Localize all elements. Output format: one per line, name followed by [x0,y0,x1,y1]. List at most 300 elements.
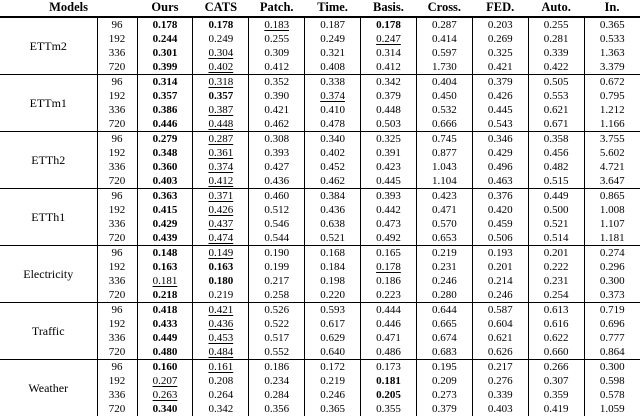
metric-cell [193,260,249,274]
best-value: 0.433 [152,318,178,330]
metric-cell [305,117,361,132]
metric-cell [528,402,584,416]
value: 0.246 [320,389,345,401]
value: 0.173 [376,361,401,373]
metric-cell [193,231,249,246]
metric-cell [528,374,584,388]
value: 0.325 [487,47,513,59]
metric-cell [416,46,472,60]
metric-cell [361,160,417,174]
value: 0.422 [543,61,569,73]
metric-cell [249,317,305,331]
horizon-cell: 96 [97,75,137,90]
metric-cell [472,160,528,174]
value: 0.414 [431,33,457,45]
metric-cell [528,231,584,246]
metric-cell [528,60,584,75]
metric-cell [584,46,640,60]
metric-cell [137,46,193,60]
value: 0.626 [487,346,513,358]
metric-cell [416,174,472,189]
value: 1.166 [599,118,625,130]
metric-cell [193,89,249,103]
metric-cell [137,146,193,160]
metric-cell [528,217,584,231]
metric-cell [472,103,528,117]
second-best-value: 0.263 [152,389,178,401]
table-row [0,189,640,204]
horizon-cell: 336 [97,274,137,288]
metric-cell [528,32,584,46]
value: 0.287 [431,19,457,31]
metric-cell [249,360,305,375]
value: 0.660 [543,346,569,358]
value: 0.296 [599,261,625,273]
value: 0.587 [487,304,513,316]
best-value: 0.480 [152,346,178,358]
metric-cell [584,331,640,345]
metric-cell [137,17,193,32]
value: 1.363 [599,47,625,59]
second-best-value: 0.387 [208,104,234,116]
value: 0.325 [376,133,401,145]
metric-cell [193,331,249,345]
value: 0.505 [543,76,569,88]
best-value: 0.178 [208,19,234,31]
best-value: 0.160 [152,361,178,373]
metric-cell [528,189,584,204]
dataset-label: Weather [0,360,97,416]
metric-cell [137,189,193,204]
metric-cell [416,32,472,46]
value: 0.506 [487,232,513,244]
metric-cell [137,103,193,117]
metric-cell [472,374,528,388]
value: 0.379 [487,76,513,88]
metric-cell [584,89,640,103]
value: 0.445 [487,104,513,116]
value: 0.403 [487,403,513,415]
best-value: 0.363 [152,190,178,202]
metric-cell [416,288,472,303]
metric-cell [193,360,249,375]
value: 0.865 [599,190,625,202]
table-row [0,75,640,90]
metric-cell [249,189,305,204]
value: 0.190 [264,247,290,259]
value: 0.186 [264,361,290,373]
metric-cell [361,360,417,375]
second-best-value: 0.484 [208,346,234,358]
value: 0.255 [264,33,290,45]
metric-cell [249,402,305,416]
value: 0.201 [487,261,513,273]
metric-cell [416,331,472,345]
metric-cell [305,46,361,60]
value: 0.276 [487,375,513,387]
dataset-label: ETTh2 [0,132,97,189]
metric-cell [193,402,249,416]
value: 0.696 [599,318,625,330]
second-best-value: 0.207 [152,375,178,387]
metric-cell [361,60,417,75]
metric-cell [584,203,640,217]
value: 0.526 [264,304,290,316]
metric-cell [416,388,472,402]
value: 0.546 [264,218,290,230]
dataset-label: ETTm2 [0,17,97,75]
value: 0.515 [543,175,569,187]
metric-cell [472,132,528,147]
value: 0.220 [320,289,345,301]
metric-cell [472,217,528,231]
value: 0.199 [264,261,290,273]
value: 0.373 [599,289,625,301]
value: 4.721 [599,161,625,173]
second-best-value: 0.437 [208,218,234,230]
value: 0.512 [264,204,290,216]
metric-cell [137,89,193,103]
metric-cell [528,146,584,160]
metric-cell [249,274,305,288]
metric-cell [528,331,584,345]
metric-cell [193,60,249,75]
metric-cell [472,189,528,204]
value: 0.683 [431,346,457,358]
metric-cell [416,89,472,103]
metric-cell [137,231,193,246]
metric-cell [137,374,193,388]
metric-cell [137,217,193,231]
second-best-value: 0.247 [376,33,401,45]
value: 0.203 [487,19,513,31]
metric-cell [361,117,417,132]
metric-cell [472,388,528,402]
metric-cell [472,402,528,416]
value: 0.521 [320,232,345,244]
value: 0.342 [208,403,234,415]
value: 0.478 [320,118,345,130]
value: 3.647 [599,175,625,187]
metric-cell [472,345,528,360]
value: 0.358 [543,133,569,145]
metric-cell [584,374,640,388]
metric-cell [584,360,640,375]
metric-cell [472,274,528,288]
second-best-value: 0.402 [208,61,234,73]
metric-cell [584,231,640,246]
metric-cell [416,160,472,174]
metric-cell [137,60,193,75]
metric-cell [193,174,249,189]
value: 0.246 [431,275,457,287]
metric-cell [305,345,361,360]
value: 0.249 [320,33,345,45]
metric-cell [416,203,472,217]
metric-cell [472,32,528,46]
value: 0.672 [599,76,625,88]
value: 0.517 [264,332,290,344]
best-value: 0.348 [152,147,178,159]
value: 1.730 [431,61,457,73]
metric-cell [584,246,640,261]
metric-cell [584,345,640,360]
header-row [0,0,640,17]
value: 0.420 [487,204,513,216]
value: 0.254 [543,289,569,301]
value: 0.471 [431,204,457,216]
metric-cell [416,260,472,274]
horizon-cell: 720 [97,117,137,132]
value: 0.665 [431,318,457,330]
metric-cell [416,132,472,147]
value: 0.219 [320,375,345,387]
value: 0.674 [431,332,457,344]
metric-cell [249,288,305,303]
value: 0.462 [264,118,290,130]
metric-cell [193,189,249,204]
metric-cell [305,146,361,160]
metric-cell [193,46,249,60]
metric-cell [361,132,417,147]
value: 0.653 [431,232,457,244]
best-value: 0.357 [208,90,234,102]
metric-cell [472,146,528,160]
metric-cell [193,388,249,402]
metric-cell [416,60,472,75]
value: 0.222 [543,261,569,273]
metric-cell [305,60,361,75]
value: 0.544 [264,232,290,244]
metric-cell [472,317,528,331]
second-best-value: 0.426 [208,204,234,216]
metric-cell [361,317,417,331]
best-value: 0.178 [376,19,401,31]
horizon-cell: 336 [97,217,137,231]
best-value: 0.301 [152,47,178,59]
second-best-value: 0.161 [208,361,234,373]
dataset-label: ETTm1 [0,75,97,132]
metric-cell [584,388,640,402]
value: 0.442 [376,204,401,216]
second-best-value: 0.436 [208,318,234,330]
metric-cell [361,274,417,288]
metric-cell [361,331,417,345]
metric-cell [528,75,584,90]
value: 0.393 [264,147,290,159]
value: 0.365 [599,19,625,31]
value: 1.104 [431,175,457,187]
value: 0.444 [376,304,401,316]
value: 0.379 [376,90,401,102]
value: 0.208 [208,375,234,387]
models-column-header: Models [0,0,137,17]
metric-cell [416,360,472,375]
metric-cell [137,75,193,90]
value: 0.246 [487,289,513,301]
second-best-value: 0.374 [208,161,234,173]
value: 0.234 [264,375,290,387]
value: 0.186 [376,275,401,287]
best-value: 0.205 [376,389,401,401]
horizon-cell: 720 [97,345,137,360]
value: 0.308 [264,133,290,145]
value: 0.777 [599,332,625,344]
metric-cell [137,303,193,318]
best-value: 0.218 [152,289,178,301]
metric-cell [305,32,361,46]
metric-cell [305,274,361,288]
value: 0.274 [599,247,625,259]
column-header-cats: CATS [193,0,249,17]
metric-cell [305,103,361,117]
metric-cell [528,317,584,331]
metric-cell [472,17,528,32]
metric-cell [305,203,361,217]
value: 0.339 [487,389,513,401]
column-header-cross: Cross. [416,0,472,17]
column-header-ours: Ours [137,0,193,17]
column-header-auto: Auto. [528,0,584,17]
value: 0.187 [320,19,345,31]
metric-cell [584,174,640,189]
metric-cell [193,303,249,318]
metric-cell [361,189,417,204]
value: 0.352 [264,76,290,88]
value: 0.613 [543,304,569,316]
value: 0.193 [487,247,513,259]
metric-cell [584,132,640,147]
value: 0.543 [487,118,513,130]
value: 0.219 [431,247,457,259]
metric-cell [193,146,249,160]
metric-cell [305,231,361,246]
metric-cell [193,317,249,331]
second-best-value: 0.287 [208,133,234,145]
metric-cell [528,360,584,375]
best-value: 0.178 [152,19,178,31]
metric-cell [416,231,472,246]
best-value: 0.418 [152,304,178,316]
metric-cell [472,60,528,75]
metric-cell [416,217,472,231]
metric-cell [305,246,361,261]
metric-cell [193,75,249,90]
metric-cell [361,75,417,90]
horizon-cell: 336 [97,388,137,402]
metric-cell [137,203,193,217]
metric-cell [584,260,640,274]
metric-cell [472,246,528,261]
value: 0.391 [376,147,401,159]
value: 0.284 [264,389,290,401]
value: 1.043 [431,161,457,173]
value: 0.427 [264,161,290,173]
metric-cell [305,75,361,90]
horizon-cell: 720 [97,60,137,75]
horizon-cell: 96 [97,189,137,204]
best-value: 0.148 [152,247,178,259]
value: 0.307 [543,375,569,387]
metric-cell [249,103,305,117]
value: 0.384 [320,190,345,202]
value: 0.309 [264,47,290,59]
metric-cell [193,217,249,231]
metric-cell [137,288,193,303]
metric-cell [249,374,305,388]
value: 0.533 [599,33,625,45]
value: 0.604 [487,318,513,330]
metric-cell [528,303,584,318]
second-best-value: 0.178 [376,261,401,273]
metric-cell [472,174,528,189]
value: 0.340 [320,133,345,145]
metric-cell [249,46,305,60]
value: 3.755 [599,133,625,145]
value: 0.459 [487,218,513,230]
value: 0.473 [376,218,401,230]
best-value: 0.314 [152,76,178,88]
best-value: 0.415 [152,204,178,216]
metric-cell [584,117,640,132]
value: 0.376 [487,190,513,202]
best-value: 0.399 [152,61,178,73]
second-best-value: 0.181 [152,275,178,287]
value: 0.570 [431,218,457,230]
second-best-value: 0.453 [208,332,234,344]
horizon-cell: 192 [97,203,137,217]
best-value: 0.279 [152,133,178,145]
value: 0.209 [431,375,457,387]
value: 0.622 [543,332,569,344]
value: 0.219 [208,289,234,301]
value: 0.644 [431,304,457,316]
value: 0.496 [487,161,513,173]
value: 0.553 [543,90,569,102]
value: 1.008 [599,204,625,216]
best-value: 0.340 [152,403,178,415]
value: 0.356 [264,403,290,415]
metric-cell [361,231,417,246]
metric-cell [472,75,528,90]
metric-cell [193,160,249,174]
value: 0.365 [320,403,345,415]
value: 0.390 [264,90,290,102]
value: 0.249 [208,33,234,45]
metric-cell [249,89,305,103]
metric-cell [584,274,640,288]
metric-cell [249,303,305,318]
best-value: 0.181 [376,375,401,387]
metric-cell [584,32,640,46]
horizon-cell: 192 [97,374,137,388]
metric-cell [584,60,640,75]
metric-cell [249,32,305,46]
value: 0.864 [599,346,625,358]
horizon-cell: 96 [97,360,137,375]
metric-cell [361,388,417,402]
metric-cell [137,360,193,375]
metric-cell [528,174,584,189]
table-row [0,303,640,318]
value: 0.266 [543,361,569,373]
value: 0.503 [376,118,401,130]
second-best-value: 0.412 [208,175,234,187]
best-value: 0.449 [152,332,178,344]
metric-cell [249,345,305,360]
column-header-time: Time. [305,0,361,17]
metric-cell [137,174,193,189]
